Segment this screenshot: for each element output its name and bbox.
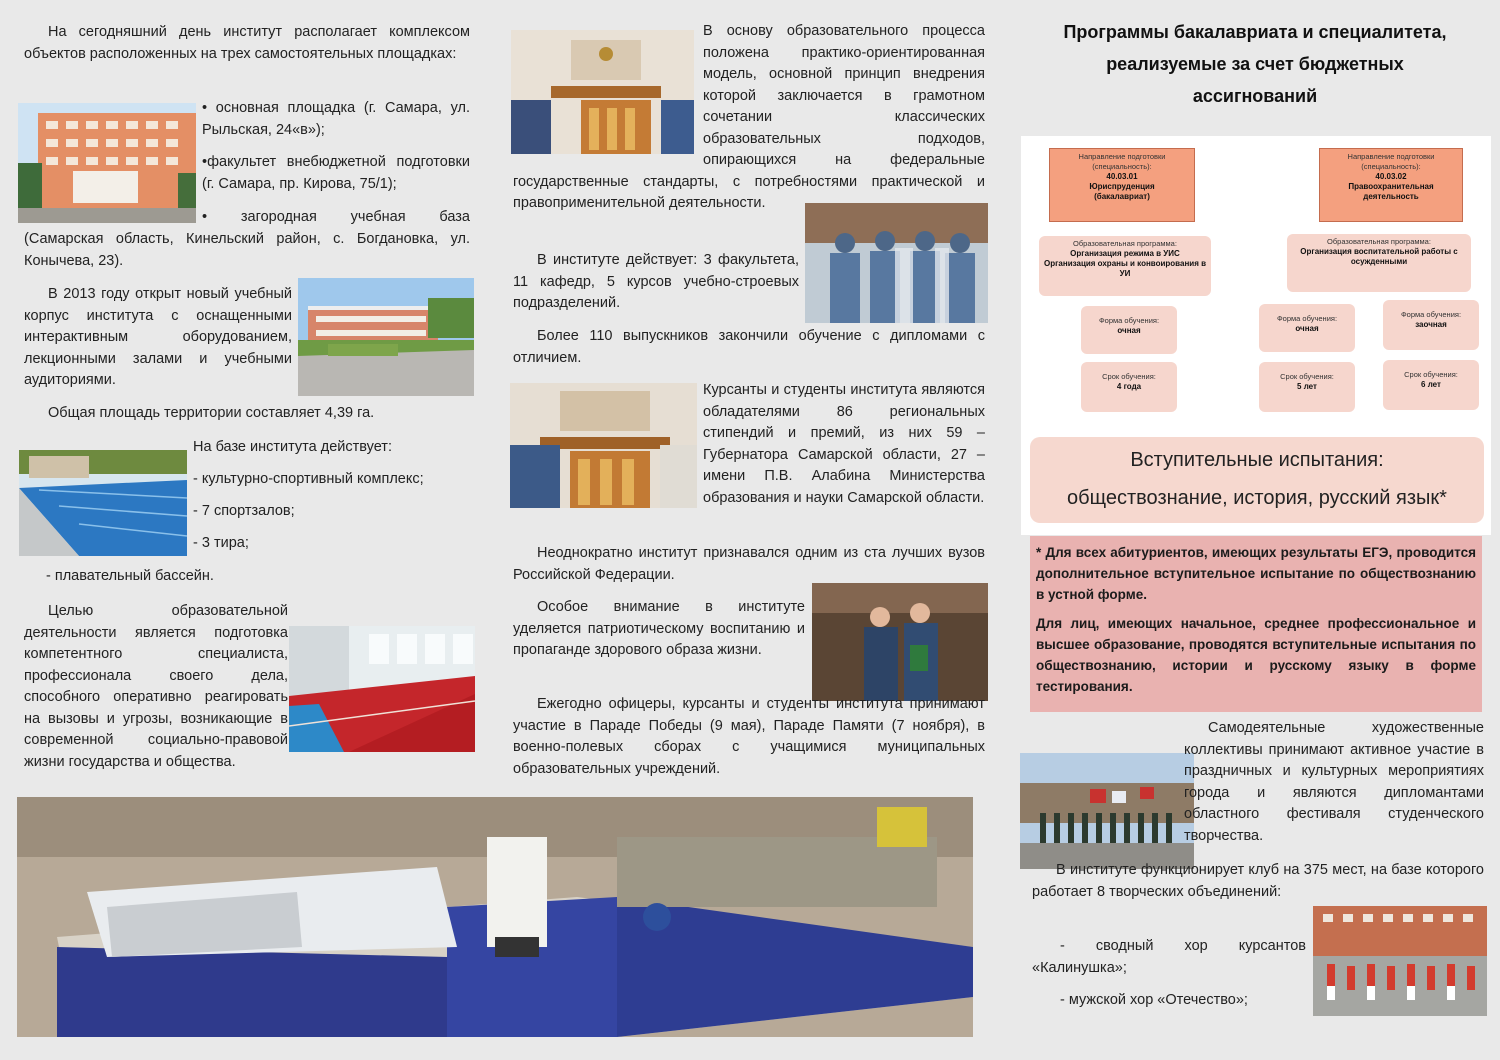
base-intro: На базе института действует: bbox=[193, 439, 392, 455]
faculties-text: В институте действует: 3 факультета, 11 кафедр, 5 курсов учебно-строевых подразделений. bbox=[513, 252, 799, 311]
note-tests: Для лиц, имеющих начальное, среднее профессиональное и высшее образование, проводятся вступительные испытания по обществознанию, истории и русскому языку в форме тестирования. bbox=[1036, 616, 1476, 694]
art-text bbox=[1036, 718, 1484, 860]
model-text: В основу образовательного процесса положена практико-ориентированная модель, основной принцип внедрения которой заключается в грамотном сочетании классических образовательных подходов, опирающихся на федеральные государственные стандарты, с потребностями практической и правоприменительной деятельности. bbox=[513, 23, 985, 211]
term-label: Срок обучения: bbox=[1102, 372, 1156, 381]
term-label: Срок обучения: bbox=[1280, 372, 1334, 381]
band-photo bbox=[1313, 906, 1487, 1016]
goal-text: Целью образовательной деятельности является подготовка компетентного специалиста, профессионала своего дела, способного оперативно реагировать на вызовы и угрозы, возникающие в современной социально-правовой жизни государства и общества. bbox=[24, 601, 470, 773]
form-box-3 bbox=[1383, 300, 1479, 350]
dir-label: (специальность): bbox=[1092, 162, 1152, 171]
form-box-2 bbox=[1259, 304, 1355, 352]
base-item: - 7 спортзалов; bbox=[193, 503, 295, 519]
term-box-1 bbox=[1081, 362, 1177, 412]
new-building-text: В 2013 году открыт новый учебный корпус института с оснащенными интерактивным оборудованием, лекционными залами и учебными аудиториями. bbox=[24, 286, 292, 388]
training-ground-photo bbox=[17, 797, 973, 1037]
dir-label: Направление подготовки bbox=[1078, 152, 1166, 161]
area-text: Общая площадь территории составляет 4,39 га. bbox=[48, 405, 375, 421]
title-line: Программы бакалавриата и специалитета, bbox=[1063, 22, 1447, 42]
pool-text: - плавательный бассейн. bbox=[46, 568, 214, 584]
site-main: • основная площадка (г. Самара, ул. Рыльская, 24«в»); bbox=[202, 100, 470, 138]
program-box-2 bbox=[1287, 234, 1471, 292]
programs-title bbox=[1028, 16, 1482, 112]
term-value: 6 лет bbox=[1421, 380, 1441, 389]
patriotic-text: Особое внимание в институте уделяется патриотическому воспитанию и пропаганде здорового образа жизни. bbox=[513, 599, 805, 658]
note-ege: * Для всех абитуриентов, имеющих результаты ЕГЭ, проводится дополнительное вступительное испытание по обществознанию в устной форме. bbox=[1036, 545, 1476, 602]
prog-name: Организация режима в УИС bbox=[1070, 249, 1180, 258]
entrance-exams-box bbox=[1030, 437, 1484, 523]
base-item: - 3 тира; bbox=[193, 535, 249, 551]
gym-photo bbox=[289, 626, 475, 752]
form-value: заочная bbox=[1415, 320, 1447, 329]
exam-note-box bbox=[1030, 536, 1482, 712]
dir-level: деятельность bbox=[1363, 192, 1419, 201]
exam-title: Вступительные испытания: bbox=[1130, 449, 1384, 471]
form-label: Форма обучения: bbox=[1098, 316, 1160, 325]
term-box-3 bbox=[1383, 360, 1479, 410]
prog-label: Образовательная программа: bbox=[1073, 239, 1177, 248]
intro-text: На сегодняшний день институт располагает комплексом объектов расположенных на трех самостоятельных площадках: bbox=[24, 24, 470, 62]
dir-name: Правоохранительная bbox=[1348, 182, 1434, 191]
best-text: Неоднократно институт признавался одним из ста лучших вузов Российской Федерации. bbox=[513, 545, 985, 583]
title-line: реализуемые за счет бюджетных bbox=[1106, 54, 1404, 74]
choir-1: - сводный хор курсантов «Калинушка»; bbox=[1032, 938, 1306, 976]
site-country-address: (Самарская область, Кинельский район, с. Богдановка, ул. Конычева, 23). bbox=[24, 231, 470, 269]
main-campus-photo bbox=[18, 103, 196, 223]
prog-name: Организация охраны и конвоирования в УИ bbox=[1043, 259, 1206, 278]
direction-box-2 bbox=[1319, 148, 1463, 222]
form-value: очная bbox=[1295, 324, 1319, 333]
award-photo bbox=[812, 583, 988, 701]
pool-photo bbox=[19, 450, 187, 556]
form-label: Форма обучения: bbox=[1276, 314, 1338, 323]
courtroom-photo-2 bbox=[510, 383, 697, 508]
dir-code: 40.03.02 bbox=[1375, 172, 1407, 181]
term-value: 5 лет bbox=[1297, 382, 1317, 391]
exam-subjects: обществознание, история, русский язык* bbox=[1067, 487, 1447, 509]
honors-text: Более 110 выпускников закончили обучение с дипломами с отличием. bbox=[513, 328, 985, 366]
form-value: очная bbox=[1117, 326, 1141, 335]
club-text: В институте функционирует клуб на 375 мест, на базе которого работает 8 творческих объединений: bbox=[1032, 862, 1484, 900]
form-label: Форма обучения: bbox=[1400, 310, 1462, 319]
parade-text: Ежегодно офицеры, курсанты и студенты института принимают участие в Параде Победы (9 мая), Параде Памяти (7 ноября), в военно-полевых сборах с учащимися муниципальных образовательных учреждений. bbox=[513, 696, 985, 777]
prog-label: Образовательная программа: bbox=[1327, 237, 1431, 246]
new-building-photo bbox=[298, 278, 474, 396]
dir-name: Юриспруденция bbox=[1089, 182, 1155, 191]
site-faculty: •факультет внебюджетной подготовки (г. Самара, пр. Кирова, 75/1); bbox=[202, 154, 470, 192]
scholarships-text: Курсанты и студенты института являются обладателями 86 региональных стипендий и премий, из них 59 – Губернатора Самарской области, 27 – имени П.В. Алабина Министерства образования и науки Самарской области. bbox=[703, 382, 985, 506]
term-value: 4 года bbox=[1116, 382, 1142, 391]
direction-box-1 bbox=[1049, 148, 1195, 222]
form-box-1 bbox=[1081, 306, 1177, 354]
dir-level: (бакалавриат) bbox=[1094, 192, 1150, 201]
dir-label: Направление подготовки bbox=[1347, 152, 1435, 161]
float-spacer bbox=[513, 21, 703, 167]
program-box-1 bbox=[1039, 236, 1211, 296]
choir-2: - мужской хор «Отечество»; bbox=[1060, 992, 1248, 1008]
term-box-2 bbox=[1259, 362, 1355, 412]
art-text-span: Самодеятельные художественные коллективы принимают активное участие в праздничных и культурных мероприятиях города и являются дипломантами областного фестиваля студенческого творчества. bbox=[1184, 720, 1484, 844]
prog-name: Организация воспитательной работы с осужденными bbox=[1300, 247, 1458, 266]
term-label: Срок обучения: bbox=[1404, 370, 1458, 379]
dir-label: (специальность): bbox=[1361, 162, 1421, 171]
title-line: ассигнований bbox=[1192, 86, 1318, 106]
drill-photo bbox=[805, 203, 988, 323]
dir-code: 40.03.01 bbox=[1106, 172, 1138, 181]
base-item: - культурно-спортивный комплекс; bbox=[193, 471, 424, 487]
art-float-spacer bbox=[1018, 740, 1184, 860]
site-country: • загородная учебная база bbox=[202, 209, 470, 225]
